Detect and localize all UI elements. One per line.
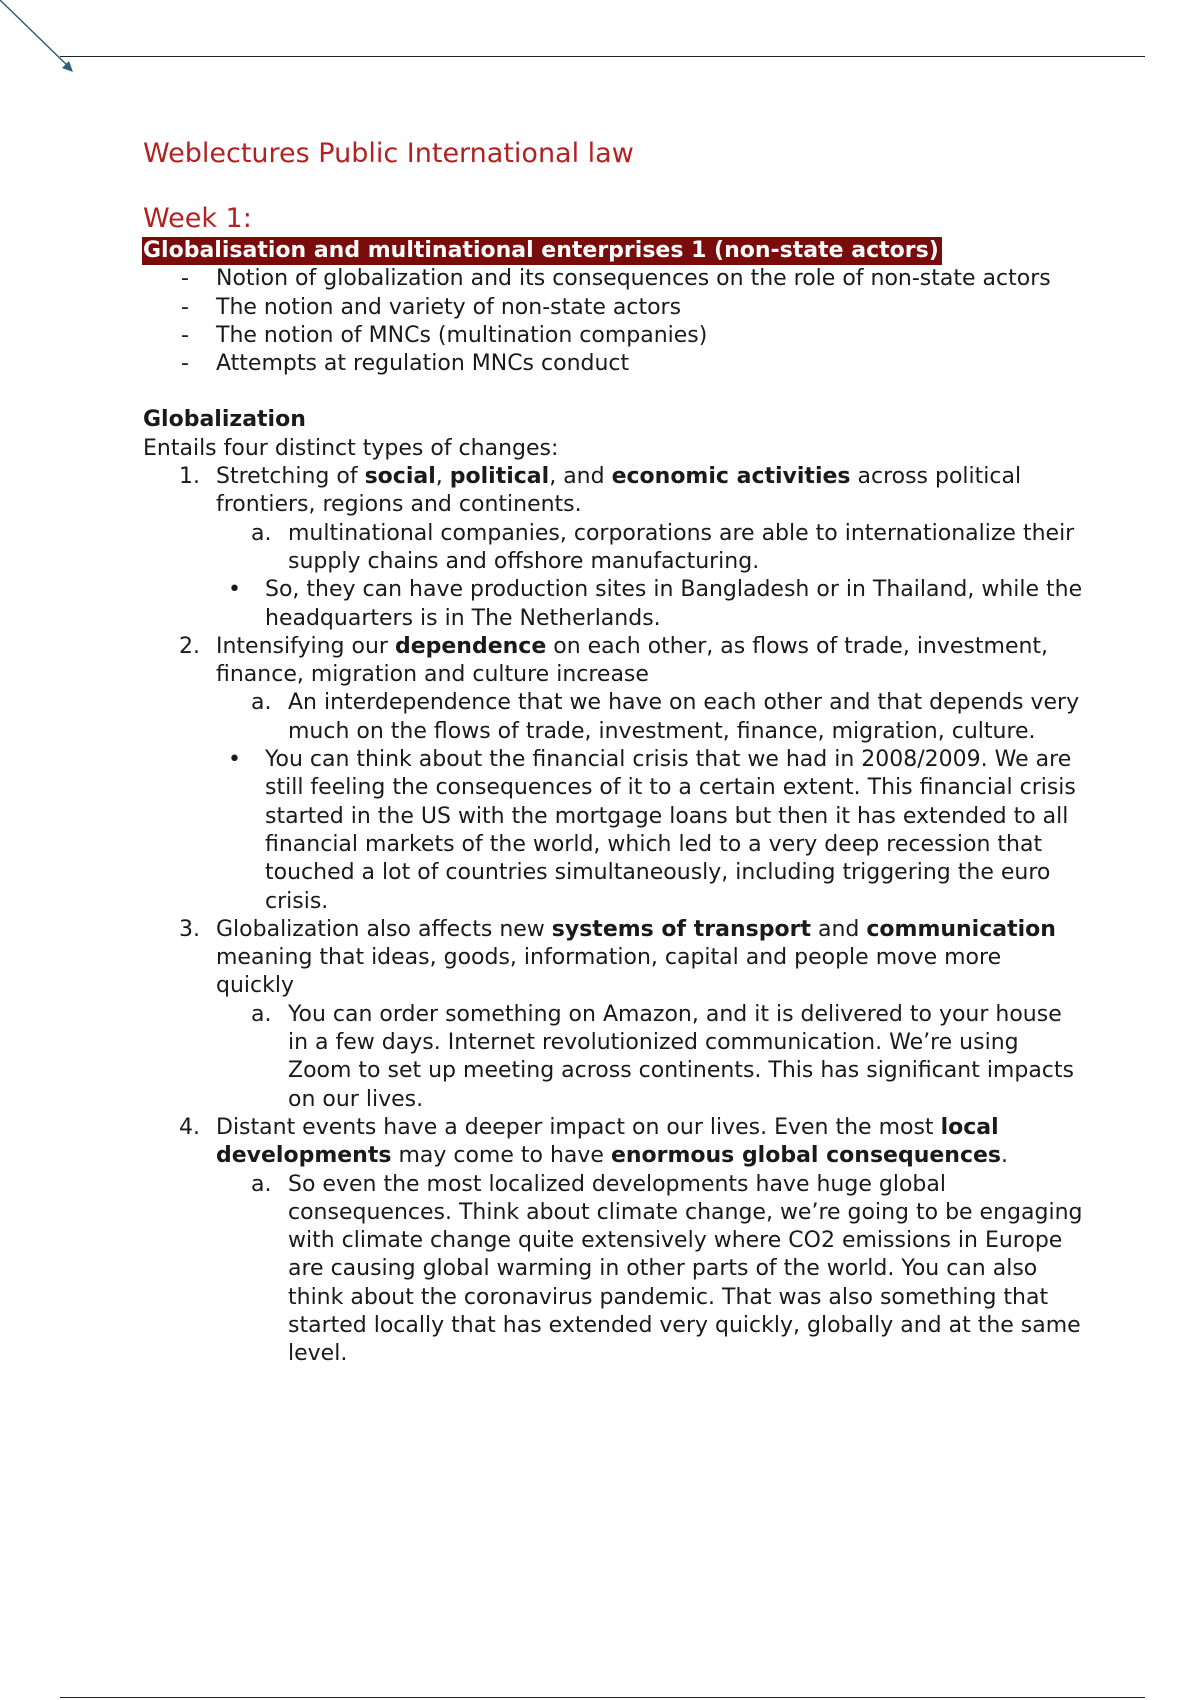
sub-item-marker: a. <box>251 1001 272 1027</box>
list-item <box>143 463 1083 633</box>
sub-item-text: An interdependence that we have on each other and that depends very much on the flows of trade, investment, finance, migration, culture. <box>288 690 1080 744</box>
bullet-icon: • <box>228 747 241 773</box>
changes-list <box>143 463 1083 1369</box>
sub-item-text: You can order something on Amazon, and it is delivered to your house in a few days. Internet revolutionized communication. We’re using Zoom to set up meeting across continents. This has significant impacts on our lives. <box>288 1001 1074 1112</box>
dash-marker: - <box>181 294 189 320</box>
point-text: Stretching of social, political, and economic activities across political frontiers, regions and continents. <box>216 464 1022 518</box>
topic-heading: Globalisation and multinational enterprises 1 (non-state actors) <box>142 237 942 265</box>
list-number: 4. <box>179 1114 200 1140</box>
list-item-text: The notion of MNCs (multination companies) <box>216 322 708 348</box>
bullet-text: So, they can have production sites in Bangladesh or in Thailand, while the headquarters is in The Netherlands. <box>265 577 1083 631</box>
list-item <box>143 265 1083 293</box>
point-text: Distant events have a deeper impact on our lives. Even the most local developments may come to have enormous global consequences. <box>216 1114 1009 1169</box>
week-label: Week 1: <box>143 203 252 234</box>
sub-item <box>143 1001 1083 1114</box>
sub-item-marker: a. <box>251 520 272 546</box>
list-item <box>143 1114 1083 1369</box>
document-title: Weblectures Public International law <box>143 138 634 169</box>
section-intro: Entails four distinct types of changes: <box>143 435 559 461</box>
corner-arrow-icon <box>0 0 80 80</box>
point-text: Intensifying our dependence on each other, as flows of trade, investment, finance, migration and culture increase <box>216 633 1049 688</box>
sub-item <box>143 520 1083 577</box>
sub-item-marker: a. <box>251 1171 272 1197</box>
sub-item <box>143 1171 1083 1369</box>
list-number: 3. <box>179 916 200 942</box>
list-item <box>143 294 1083 322</box>
dash-marker: - <box>181 351 189 377</box>
topic-list <box>143 265 1083 378</box>
bullet-item <box>143 746 1083 916</box>
bullet-item <box>143 576 1083 633</box>
list-number: 2. <box>179 633 200 659</box>
list-item <box>143 322 1083 350</box>
sub-item-text: multinational companies, corporations are able to internationalize their supply chains and offshore manufacturing. <box>288 520 1075 574</box>
list-item-text: Attempts at regulation MNCs conduct <box>216 351 630 377</box>
bullet-text: You can think about the financial crisis that we had in 2008/2009. We are still feeling the consequences of it to a certain extent. This financial crisis started in the US with the mortgage loans but then it has extended to all financial markets of the world, which led to a very deep recession that touched a lot of countries simultaneously, including triggering the euro crisis. <box>265 747 1076 914</box>
sub-item-marker: a. <box>251 690 272 716</box>
sub-item-text: So even the most localized developments have huge global consequences. Think about climate change, we’re going to be engaging with climate change quite extensively where CO2 emissions in Europe are causing global warming in other parts of the world. You can also think about the coronavirus pandemic. That was also something that started locally that has extended very quickly, globally and at the same level. <box>288 1171 1083 1367</box>
list-item-text: The notion and variety of non-state actors <box>216 294 682 320</box>
footer-rule <box>60 1697 1145 1698</box>
section-heading: Globalization <box>143 407 306 433</box>
list-item-text: Notion of globalization and its consequences on the role of non-state actors <box>216 266 1051 292</box>
dash-marker: - <box>181 322 189 348</box>
point-text: Globalization also affects new systems of transport and communication meaning that ideas, goods, information, capital and people move more quickly <box>216 916 1056 999</box>
header-rule <box>60 56 1145 57</box>
dash-marker: - <box>181 266 189 292</box>
list-item <box>143 916 1083 1114</box>
list-item <box>143 350 1083 378</box>
document-body <box>143 136 1083 1369</box>
list-item <box>143 633 1083 916</box>
list-number: 1. <box>179 464 200 490</box>
sub-item <box>143 689 1083 746</box>
bullet-icon: • <box>228 577 241 603</box>
